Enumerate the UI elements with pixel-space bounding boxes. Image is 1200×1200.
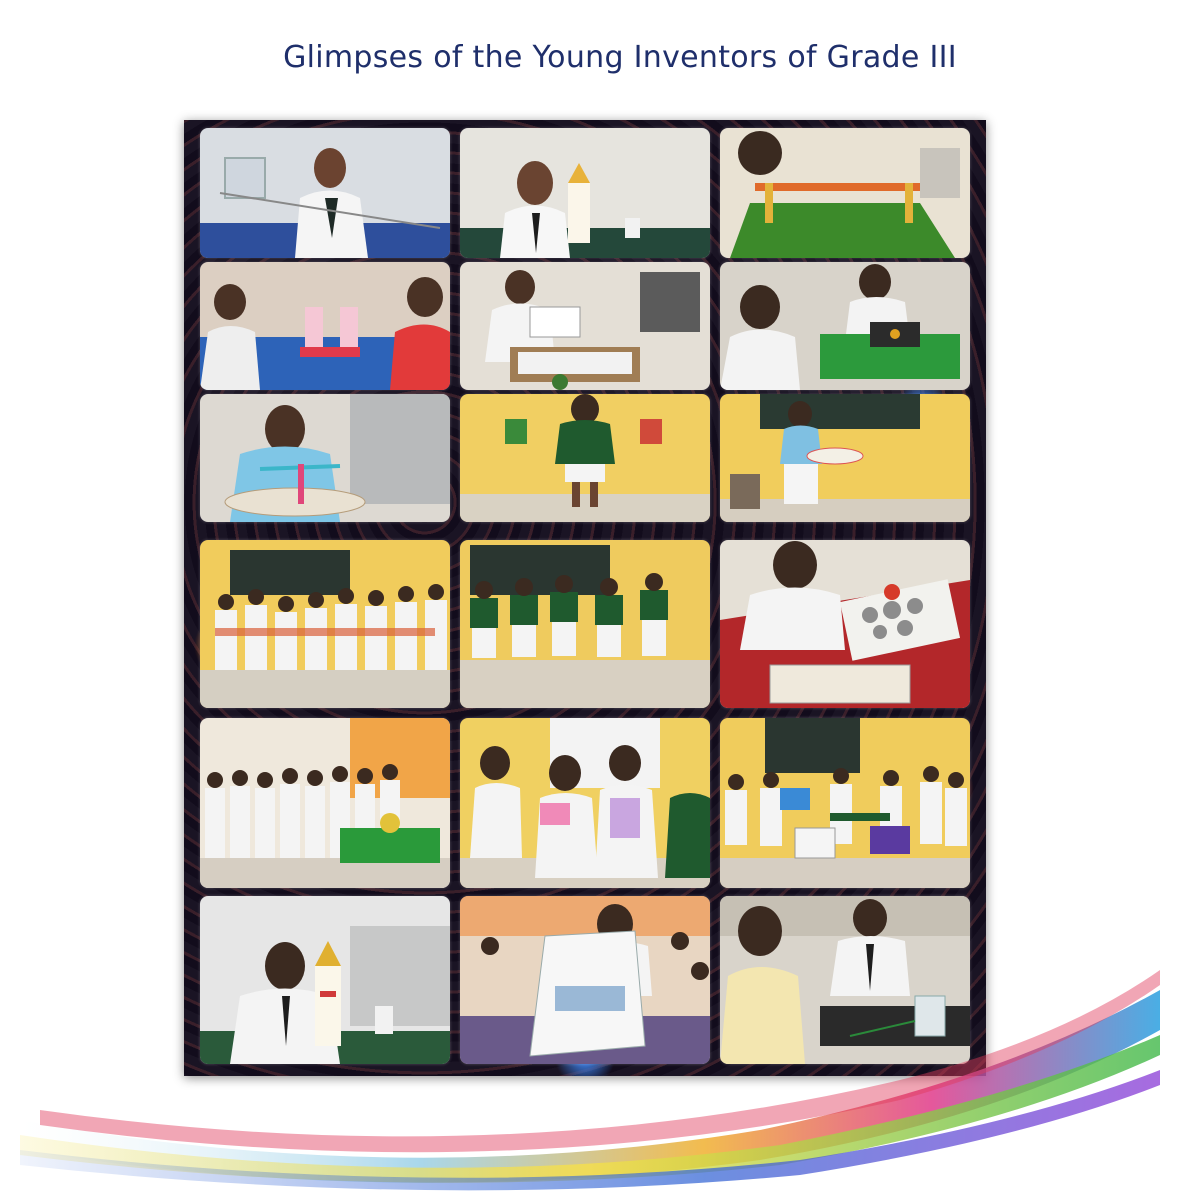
photo-group-children-in-sweaters xyxy=(460,540,710,708)
photo-boy-grass-bridge-model xyxy=(720,128,970,258)
photo-collage xyxy=(184,120,986,1076)
photo-boy-cardboard-box-model xyxy=(460,262,710,390)
page-title: Glimpses of the Young Inventors of Grade III xyxy=(283,40,957,75)
photo-girls-holding-crafts xyxy=(460,718,710,888)
photo-boys-green-tray-model xyxy=(720,262,970,390)
photo-children-bottle-models xyxy=(200,262,450,390)
photo-group-green-box-model xyxy=(200,718,450,888)
photo-group-holding-charts xyxy=(720,718,970,888)
photo-boy-bottle-contraption xyxy=(200,128,450,258)
photo-boy-metal-craft-on-table xyxy=(720,540,970,708)
photo-girl-paper-plate-model xyxy=(200,394,450,522)
rainbow-swoosh-decoration xyxy=(0,960,1200,1200)
photo-girl-paper-rocket xyxy=(460,128,710,258)
photo-boy-holding-two-toys xyxy=(460,394,710,522)
photo-boy-holding-plate-model xyxy=(720,394,970,522)
photo-group-row-of-children xyxy=(200,540,450,708)
